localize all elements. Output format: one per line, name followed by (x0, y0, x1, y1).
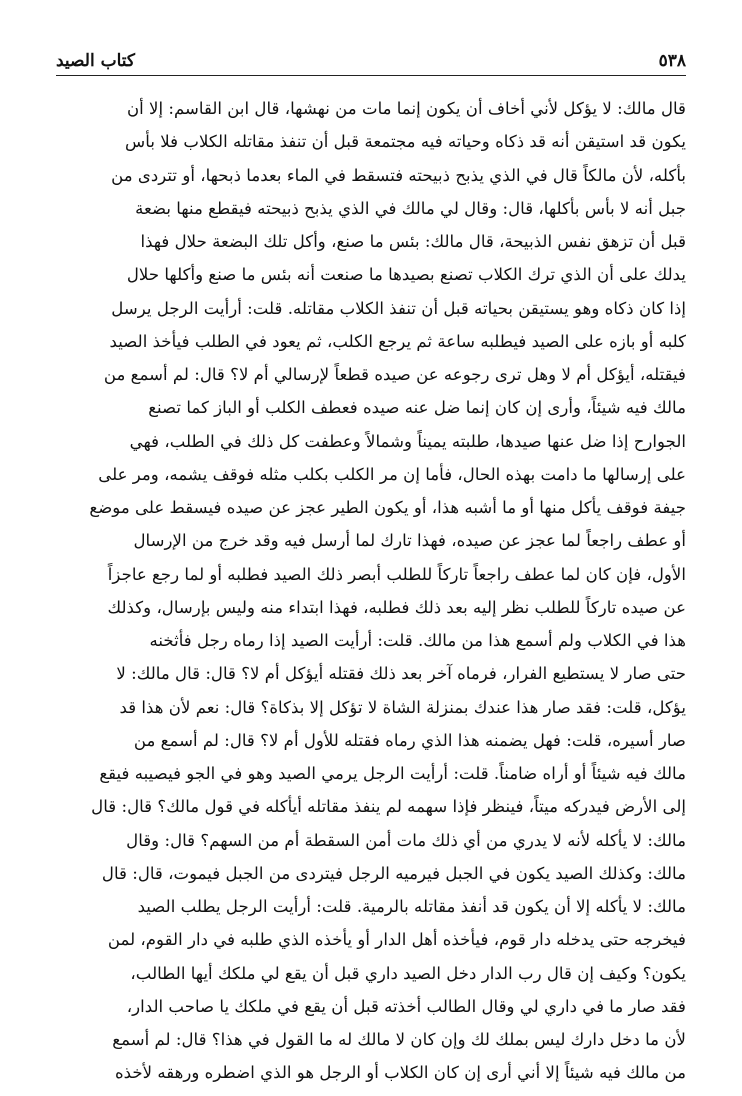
text-line: مالك: لا يأكله لأنه لا يدري من أي ذلك مات أمن السقطة أم من السهم؟ قال: وقال (126, 830, 686, 850)
text-line: كلبه أو بازه على الصيد فيطلبه ساعة ثم يرجع الكلب، ثم يعود في الطلب فيأخذ الصيد (109, 331, 686, 351)
text-line: عن صيده تاركاً للطلب نظر إليه بعد ذلك فطلبه، فهذا ابتداء منه وليس بإرسال، وكذلك (107, 597, 686, 617)
text-line: قبل أن تزهق نفس الذبيحة، قال مالك: بئس ما صنع، وأكل تلك البضعة حلال فهذا (140, 232, 686, 251)
text-line: جبل أنه لا بأس بأكلها، قال: وقال لي مالك في الذي يذبح ذبيحته فيقطع منها بضعة (135, 198, 686, 218)
text-line: يكون؟ وكيف إن قال رب الدار دخل الصيد داري قبل أن يقع لي ملكك أيها الطالب، (130, 963, 686, 983)
book-title: كتاب الصيد (56, 51, 136, 71)
text-line: يكون قد استيقن أنه قد ذكاه وحياته فيه مجتمعة قبل أن تنفذ مقاتله الكلاب فلا بأس (125, 132, 686, 152)
text-line: حتى صار لا يستطيع الفرار، فرماه آخر بعد ذلك فقتله أيؤكل أم لا؟ قال: قال مالك: لا (116, 664, 686, 684)
text-line: مالك: وكذلك الصيد يكون في الجبل فيرميه الرجل فيتردى من الجبل فيموت، قال: قال (101, 863, 686, 883)
text-line: فيقتله، أيؤكل أم لا وهل ترى رجوعه عن صيده قطعاً لإرسالي أم لا؟ قال: لم أسمع من (103, 365, 686, 384)
text-line: بأكله، لأن مالكاً قال في الذي يذبح ذبيحته فتسقط في الماء بعدما ذبحها، أو تتردى من (111, 165, 686, 185)
text-line: هذا في الكلاب ولم أسمع هذا من مالك. قلت: أرأيت الصيد إذا رماه رجل فأثخنه (149, 631, 686, 650)
page-number: ٥٣٨ (658, 51, 686, 71)
text-line: فيخرجه حتى يدخله دار قوم، فيأخذه أهل الدار أو يأخذه الذي طلبه في دار القوم، لمن (107, 930, 686, 950)
text-line: على إرسالها ما دامت بهذه الحال، فأما إن مر الكلب بكلب مثله فوقف يشمه، ومر على (98, 464, 686, 484)
text-line: فقد صار ما في داري لي وقال الطالب أخذته قبل أن يقع في ملكك يا صاحب الدار، (126, 996, 686, 1016)
page-header (56, 44, 686, 76)
text-line: الأول، فإن كان لما عطف راجعاً تاركاً للطلب أبصر ذلك الصيد فطلبه أو لما رجع عاجزاً (107, 564, 686, 584)
text-line: مالك: لا يأكله إلا أن يكون قد أنفذ مقاتله بالرمية. قلت: أرأيت الرجل يطلب الصيد (137, 897, 686, 916)
text-line: صار أسيره، قلت: فهل يضمنه هذا الذي رماه فقتله للأول أم لا؟ قال: لم أسمع من (133, 730, 686, 750)
text-line: قال مالك: لا يؤكل لأني أخاف أن يكون إنما مات من نهشها، قال ابن القاسم: إلا أن (126, 99, 686, 118)
page-body (56, 92, 686, 1090)
text-line: مالك فيه شيئاً أو أراه ضامناً. قلت: أرأيت الرجل يرمي الصيد وهو في الجو فيصيبه فيقع (99, 764, 686, 783)
text-line: أو عطف راجعاً لما عجز عن صيده، فهذا تارك لما أرسل فيه وقد خرج من الإرسال (133, 531, 686, 551)
text-line: جيفة فوقف يأكل منها أو ما أشبه هذا، أو يكون الطير عجز عن صيده فيسقط على موضع (89, 498, 686, 517)
text-line: لأن ما دخل دارك ليس بملك لك وإن كان لا مالك له ما القول في هذا؟ قال: لم أسمع (112, 1030, 686, 1049)
text-line: من مالك فيه شيئاً إلا أني أرى إن كان الكلاب أو الرجل هو الذي اضطره ورهقه لأخذه (114, 1063, 686, 1083)
text-line: إذا كان ذكاه وهو يستيقن بحياته قبل أن تنفذ الكلاب مقاتله. قلت: أرأيت الرجل يرسل (111, 298, 686, 318)
text-line: الجوارح إذا ضل عنها صيدها، طلبته يميناً وشمالاً وعطفت كل ذلك في الطلب، فهي (129, 431, 686, 451)
text-line: مالك فيه شيئاً، وأرى إن كان إنما ضل عنه صيده فعطف الكلب أو الباز كما تصنع (148, 398, 686, 418)
text-line: يؤكل، قلت: فقد صار هذا عندك بمنزلة الشاة لا تؤكل إلا بذكاة؟ قال: نعم لأن هذا قد (119, 697, 686, 717)
text-line: إلى الأرض فيدركه ميتاً، فينظر فإذا سهمه لم ينفذ مقاتله أيأكله في قول مالك؟ قال: قال (91, 797, 686, 817)
text-line: يدلك على أن الذي ترك الكلاب تصنع بصيدها ما صنعت أنه بئس ما صنع وأكلها حلال (126, 265, 686, 285)
